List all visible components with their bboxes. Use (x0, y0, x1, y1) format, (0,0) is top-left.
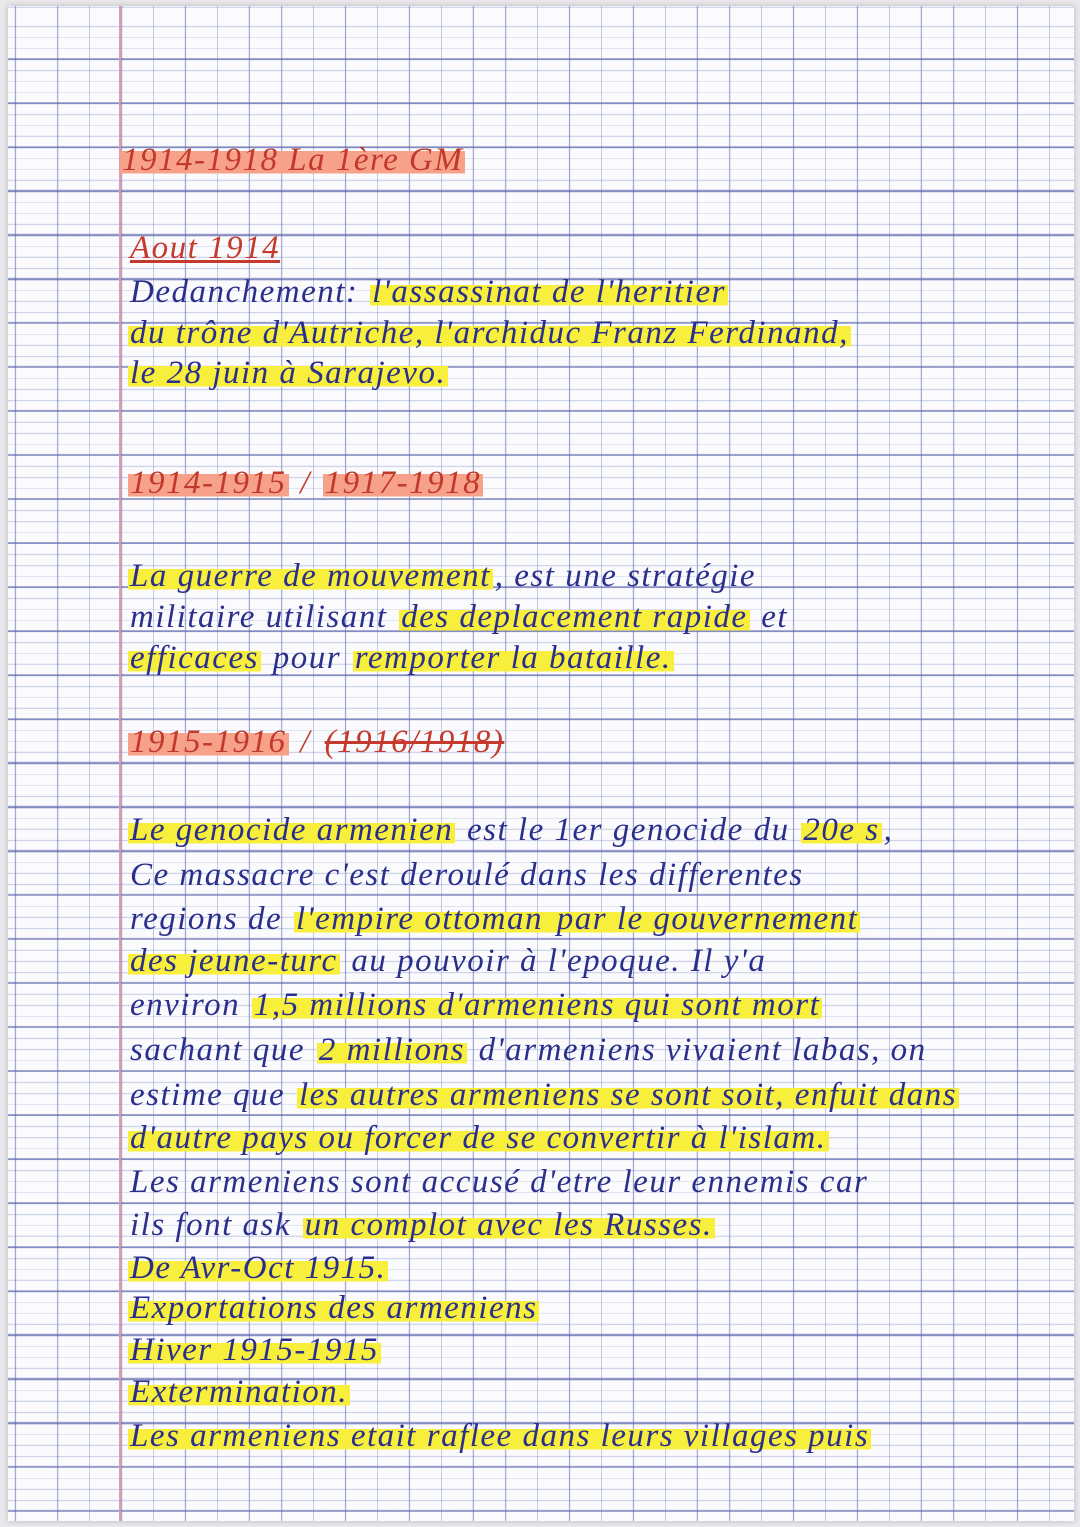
handwritten-line (128, 1288, 539, 1328)
text-segment: regions de (130, 901, 292, 937)
text-segment: du trône d'Autriche, l'archiduc Franz Ferdinand, (130, 315, 849, 351)
text-segment: Dedanchement: (130, 274, 369, 310)
text-segment: Le genocide armenien (130, 812, 454, 848)
text-segment: l'empire ottoman (295, 901, 543, 937)
text-segment: 1917-1918 (324, 465, 482, 501)
handwritten-line (128, 1372, 350, 1412)
text-segment: 20e s (803, 812, 880, 848)
notebook-page (8, 6, 1074, 1521)
handwritten-line (128, 353, 448, 393)
text-segment: 1914-1918 La 1ère GM (122, 142, 464, 178)
handwritten-line (128, 1416, 871, 1456)
handwritten-line (128, 228, 282, 268)
text-segment: est le 1er genocide du (457, 812, 800, 848)
handwritten-line (128, 1330, 381, 1370)
text-segment: Hiver 1915-1915 (130, 1332, 379, 1368)
handwritten-line (128, 810, 895, 850)
text-segment: Les armeniens sont accusé d'etre leur ennemis car (130, 1164, 869, 1200)
text-segment: les autres armeniens se sont soit, enfuit dans (298, 1077, 958, 1113)
text-segment: au pouvoir à l'epoque. Il y'a (341, 943, 767, 979)
text-segment: estime que (130, 1077, 295, 1113)
text-segment: 2 millions (318, 1032, 465, 1068)
handwritten-line (128, 985, 822, 1025)
text-segment: sachant que (130, 1032, 315, 1068)
text-segment: militaire utilisant (130, 599, 398, 635)
text-segment: des jeune-turc (130, 943, 338, 979)
text-segment: l'assassinat de l'heritier (372, 274, 726, 310)
handwritten-line (128, 597, 790, 637)
text-segment: (1916/1918) (324, 724, 505, 760)
text-segment: , est une stratégie (494, 558, 757, 594)
text-segment: Extermination. (130, 1374, 349, 1410)
handwritten-line (128, 1075, 959, 1115)
text-segment: Ce massacre c'est deroulé dans les differentes (130, 857, 804, 893)
handwritten-line (128, 463, 483, 503)
handwritten-line (128, 272, 728, 312)
text-segment: 1914-1915 (130, 465, 287, 501)
handwritten-line (128, 899, 860, 939)
text-segment: d'armeniens vivaient labas, on (468, 1032, 927, 1068)
text-segment: De Avr-Oct 1915. (130, 1250, 387, 1286)
handwritten-line (120, 140, 465, 180)
text-segment: pour (262, 640, 351, 676)
handwritten-line (128, 855, 806, 895)
text-segment: efficaces (130, 640, 259, 676)
handwritten-line (128, 638, 674, 678)
text-segment: le 28 juin à Sarajevo. (130, 355, 447, 391)
text-segment: / (290, 724, 321, 760)
text-segment: par le gouvernement (547, 901, 859, 937)
text-segment: 1915-1916 (130, 724, 287, 760)
text-segment: des deplacement rapide (401, 599, 748, 635)
text-segment: un complot avec les Russes. (304, 1207, 713, 1243)
text-segment: Aout 1914 (130, 230, 281, 266)
text-segment: Les armeniens etait raflee dans leurs villages puis (130, 1418, 870, 1454)
text-segment: et (751, 599, 789, 635)
text-segment: / (290, 465, 321, 501)
text-segment: environ (130, 987, 250, 1023)
text-segment: La guerre de mouvement (130, 558, 491, 594)
handwritten-line (128, 1030, 929, 1070)
handwritten-line (128, 1162, 870, 1202)
text-segment: remporter la bataille. (354, 640, 672, 676)
text-segment: d'autre pays ou forcer de se convertir à l'islam. (130, 1120, 827, 1156)
text-segment: 1,5 millions d'armeniens qui sont mort (253, 987, 821, 1023)
handwritten-line (128, 1248, 388, 1288)
handwritten-line (128, 556, 758, 596)
handwritten-line (128, 1118, 829, 1158)
text-segment: , (883, 812, 894, 848)
handwritten-line (128, 722, 506, 762)
handwritten-line (128, 1205, 715, 1245)
text-segment: Exportations des armeniens (130, 1290, 538, 1326)
handwritten-line (128, 313, 851, 353)
text-segment: ils font ask (130, 1207, 301, 1243)
handwritten-line (128, 941, 768, 981)
